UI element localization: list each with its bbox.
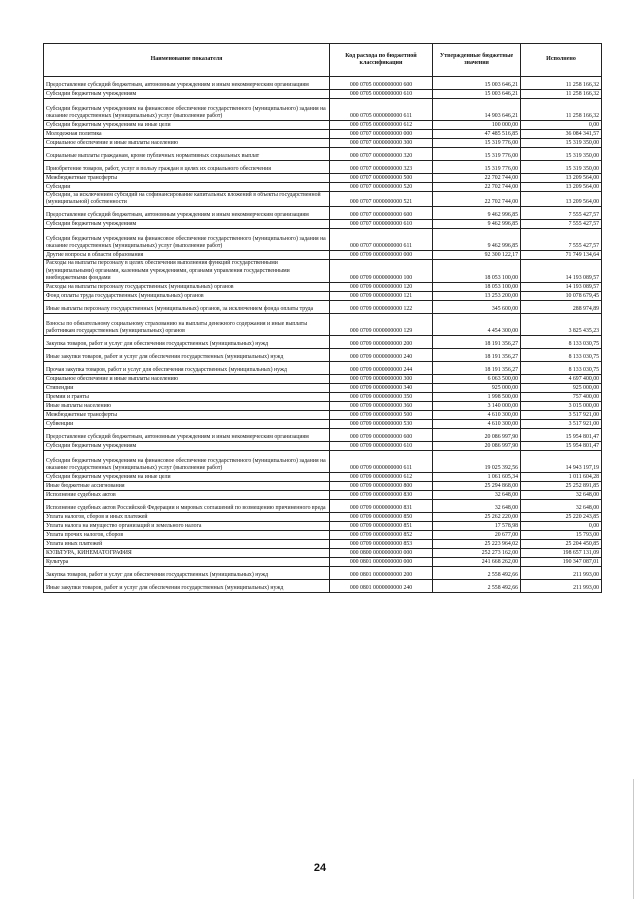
- row-approved: 2 558 492,66: [433, 580, 521, 593]
- table-row: [44, 301, 602, 314]
- row-approved: 1 061 605,34: [433, 473, 521, 482]
- row-approved: 17 578,98: [433, 522, 521, 531]
- row-executed: 10 078 679,45: [521, 292, 602, 301]
- row-approved: 18 053 100,00: [433, 283, 521, 292]
- table-row: [44, 429, 602, 442]
- row-name: Премии и гранты: [44, 393, 330, 402]
- row-name: Субсидии бюджетным учреждениям на финансовое обеспечение государственного (муниципального) задания на оказание государственных (муниципальных) услуг (выполнение работ): [44, 229, 330, 251]
- row-approved: 15 003 646,21: [433, 77, 521, 90]
- row-name: Субсидии бюджетным учреждениям на иные цели: [44, 121, 330, 130]
- row-code: 000 0709 0000000000 120: [330, 283, 433, 292]
- row-executed: 3 517 921,00: [521, 411, 602, 420]
- row-name: Закупка товаров, работ и услуг для обеспечения государственных (муниципальных) нужд: [44, 567, 330, 580]
- row-name: Субсидии бюджетным учреждениям: [44, 442, 330, 451]
- row-name: КУЛЬТУРА, КИНЕМАТОГРАФИЯ: [44, 549, 330, 558]
- table-row: [44, 540, 602, 549]
- row-executed: 71 749 134,64: [521, 251, 602, 260]
- row-approved: 25 262 220,00: [433, 513, 521, 522]
- row-name: Субсидии бюджетным учреждениям на финансовое обеспечение государственного (муниципального) задания на оказание государственных (муниципальных) услуг (выполнение работ): [44, 99, 330, 121]
- row-approved: 47 485 516,85: [433, 130, 521, 139]
- row-name: Культура: [44, 558, 330, 567]
- row-code: 000 0707 0000000000 521: [330, 192, 433, 207]
- table-row: [44, 77, 602, 90]
- table-row: [44, 260, 602, 283]
- row-approved: 241 668 262,00: [433, 558, 521, 567]
- row-code: 000 0709 0000000000 600: [330, 429, 433, 442]
- row-name: Другие вопросы в области образования: [44, 251, 330, 260]
- row-code: 000 0705 0000000000 610: [330, 90, 433, 99]
- row-code: 000 0709 0000000000 851: [330, 522, 433, 531]
- row-approved: 25 223 964,02: [433, 540, 521, 549]
- row-executed: 32 648,00: [521, 500, 602, 513]
- row-approved: 32 648,00: [433, 500, 521, 513]
- row-name: Уплата иных платежей: [44, 540, 330, 549]
- table-row: [44, 220, 602, 229]
- row-executed: 757 400,00: [521, 393, 602, 402]
- row-name: Расходы на выплаты персоналу в целях обеспечения выполнения функций государственными (муниципальными) органами, казенными учреждениями, органами управления государственными внебюджетными фондами: [44, 260, 330, 283]
- table-row: [44, 473, 602, 482]
- row-approved: 32 648,00: [433, 491, 521, 500]
- row-executed: 8 133 030,75: [521, 349, 602, 362]
- row-name: Фонд оплаты труда государственных (муниципальных) органов: [44, 292, 330, 301]
- row-code: 000 0709 0000000000 612: [330, 473, 433, 482]
- row-approved: 15 003 646,21: [433, 90, 521, 99]
- table-row: [44, 207, 602, 220]
- row-code: 000 0707 0000000000 611: [330, 229, 433, 251]
- row-code: 000 0707 0000000000 000: [330, 130, 433, 139]
- row-code: 000 0709 0000000000 610: [330, 442, 433, 451]
- header-approved-values: Утвержденные бюджетные значения: [433, 44, 521, 77]
- table-row: [44, 336, 602, 349]
- row-name: Прочая закупка товаров, работ и услуг для обеспечения государственных (муниципальных) нужд: [44, 362, 330, 375]
- row-approved: 18 191 356,27: [433, 349, 521, 362]
- row-executed: 3 015 000,00: [521, 402, 602, 411]
- row-executed: 15 954 801,47: [521, 429, 602, 442]
- row-code: 000 0709 0000000000 200: [330, 336, 433, 349]
- table-row: [44, 580, 602, 593]
- row-executed: 36 084 341,57: [521, 130, 602, 139]
- table-row: [44, 402, 602, 411]
- row-executed: 15 319 350,00: [521, 139, 602, 148]
- row-approved: 25 294 868,00: [433, 482, 521, 491]
- row-name: Субсидии бюджетным учреждениям на финансовое обеспечение государственного (муниципального) задания на оказание государственных (муниципальных) услуг (выполнение работ): [44, 451, 330, 473]
- row-approved: 14 903 646,21: [433, 99, 521, 121]
- row-executed: 11 258 166,32: [521, 90, 602, 99]
- row-approved: 13 253 200,00: [433, 292, 521, 301]
- row-approved: 18 191 356,27: [433, 336, 521, 349]
- table-row: [44, 384, 602, 393]
- row-executed: 0,00: [521, 121, 602, 130]
- row-code: 000 0709 0000000000 360: [330, 402, 433, 411]
- row-name: Исполнение судебных актов Российской Федерации и мировых соглашений по возмещению причиненного вреда: [44, 500, 330, 513]
- row-approved: 15 319 776,00: [433, 148, 521, 161]
- table-row: [44, 90, 602, 99]
- table-row: [44, 349, 602, 362]
- table-row: [44, 549, 602, 558]
- row-code: 000 0801 0000000000 240: [330, 580, 433, 593]
- row-name: Стипендии: [44, 384, 330, 393]
- row-executed: 4 697 400,00: [521, 375, 602, 384]
- row-code: 000 0709 0000000000 129: [330, 314, 433, 336]
- table-row: [44, 531, 602, 540]
- row-approved: 22 702 744,00: [433, 174, 521, 183]
- row-executed: 15 954 801,47: [521, 442, 602, 451]
- row-executed: 13 209 564,00: [521, 174, 602, 183]
- row-approved: 100 000,00: [433, 121, 521, 130]
- row-executed: 190 347 087,01: [521, 558, 602, 567]
- row-name: Взносы по обязательному социальному страхованию на выплаты денежного содержания и иные выплаты работникам государственных (муниципальных) органов: [44, 314, 330, 336]
- row-code: 000 0707 0000000000 323: [330, 161, 433, 174]
- row-approved: 20 086 997,90: [433, 442, 521, 451]
- row-approved: 19 025 392,56: [433, 451, 521, 473]
- row-name: Субсидии бюджетным учреждениям на иные цели: [44, 473, 330, 482]
- row-name: Предоставление субсидий бюджетным, автономным учреждениям и иным некоммерческим организациям: [44, 429, 330, 442]
- row-approved: 2 558 492,66: [433, 567, 521, 580]
- row-approved: 6 063 500,00: [433, 375, 521, 384]
- row-code: 000 0707 0000000000 500: [330, 174, 433, 183]
- table-row: [44, 292, 602, 301]
- row-approved: 345 600,00: [433, 301, 521, 314]
- row-name: Предоставление субсидий бюджетным, автономным учреждениям и иным некоммерческим организациям: [44, 207, 330, 220]
- row-executed: 8 133 030,75: [521, 336, 602, 349]
- row-name: Иные выплаты населению: [44, 402, 330, 411]
- row-code: 000 0707 0000000000 520: [330, 183, 433, 192]
- table-row: [44, 362, 602, 375]
- row-executed: 15 319 350,00: [521, 148, 602, 161]
- row-name: Субсидии: [44, 183, 330, 192]
- row-executed: 7 555 427,57: [521, 229, 602, 251]
- row-code: 000 0709 0000000000 850: [330, 513, 433, 522]
- row-code: 000 0709 0000000000 831: [330, 500, 433, 513]
- scan-edge-line: [633, 779, 634, 899]
- table-row: [44, 314, 602, 336]
- page-number: 24: [313, 862, 327, 874]
- row-approved: 92 300 122,17: [433, 251, 521, 260]
- table-row: [44, 139, 602, 148]
- table-row: [44, 121, 602, 130]
- row-code: 000 0709 0000000000 300: [330, 375, 433, 384]
- row-approved: 3 140 000,00: [433, 402, 521, 411]
- row-code: 000 0709 0000000000 530: [330, 420, 433, 429]
- row-name: Уплата прочих налогов, сборов: [44, 531, 330, 540]
- row-name: Иные закупки товаров, работ и услуг для обеспечения государственных (муниципальных) нужд: [44, 580, 330, 593]
- row-code: 000 0709 0000000000 350: [330, 393, 433, 402]
- table-header-row: [44, 44, 602, 77]
- row-code: 000 0709 0000000000 340: [330, 384, 433, 393]
- table-row: [44, 513, 602, 522]
- row-approved: 20 086 997,90: [433, 429, 521, 442]
- table-row: [44, 192, 602, 207]
- row-name: Иные выплаты персоналу государственных (муниципальных) органов, за исключением фонда оплаты труда: [44, 301, 330, 314]
- table-row: [44, 251, 602, 260]
- row-executed: 211 993,00: [521, 567, 602, 580]
- row-executed: 15 319 350,00: [521, 161, 602, 174]
- row-approved: 20 677,00: [433, 531, 521, 540]
- row-name: Социальное обеспечение и иные выплаты населению: [44, 375, 330, 384]
- row-code: 000 0709 0000000000 000: [330, 251, 433, 260]
- row-executed: 7 555 427,57: [521, 220, 602, 229]
- row-executed: 14 193 089,57: [521, 260, 602, 283]
- row-approved: 925 000,00: [433, 384, 521, 393]
- row-code: 000 0709 0000000000 500: [330, 411, 433, 420]
- row-code: 000 0705 0000000000 612: [330, 121, 433, 130]
- row-code: 000 0707 0000000000 300: [330, 139, 433, 148]
- row-executed: 198 657 131,09: [521, 549, 602, 558]
- table-row: [44, 283, 602, 292]
- table-row: [44, 375, 602, 384]
- row-name: Иные бюджетные ассигнования: [44, 482, 330, 491]
- row-code: 000 0705 0000000000 611: [330, 99, 433, 121]
- row-name: Уплата налогов, сборов и иных платежей: [44, 513, 330, 522]
- row-name: Предоставление субсидий бюджетным, автономным учреждениям и иным некоммерческим организациям: [44, 77, 330, 90]
- row-executed: 3 825 435,23: [521, 314, 602, 336]
- row-code: 000 0709 0000000000 100: [330, 260, 433, 283]
- table-row: [44, 558, 602, 567]
- row-approved: 18 191 356,27: [433, 362, 521, 375]
- row-executed: 25 204 450,85: [521, 540, 602, 549]
- row-approved: 4 454 300,00: [433, 314, 521, 336]
- row-executed: 11 258 166,32: [521, 77, 602, 90]
- row-executed: 1 011 604,28: [521, 473, 602, 482]
- row-code: 000 0707 0000000000 600: [330, 207, 433, 220]
- row-approved: 22 702 744,00: [433, 192, 521, 207]
- row-name: Субсидии бюджетным учреждениям: [44, 90, 330, 99]
- row-name: Закупка товаров, работ и услуг для обеспечения государственных (муниципальных) нужд: [44, 336, 330, 349]
- row-code: 000 0709 0000000000 244: [330, 362, 433, 375]
- row-code: 000 0801 0000000000 000: [330, 558, 433, 567]
- row-executed: 14 193 089,57: [521, 283, 602, 292]
- row-name: Уплата налога на имущество организаций и земельного налога: [44, 522, 330, 531]
- row-code: 000 0801 0000000000 200: [330, 567, 433, 580]
- row-name: Социальное обеспечение и иные выплаты населению: [44, 139, 330, 148]
- table-row: [44, 174, 602, 183]
- row-name: Расходы на выплаты персоналу государственных (муниципальных) органов: [44, 283, 330, 292]
- row-name: Иные закупки товаров, работ и услуг для обеспечения государственных (муниципальных) нужд: [44, 349, 330, 362]
- row-approved: 9 462 996,85: [433, 207, 521, 220]
- row-executed: 211 993,00: [521, 580, 602, 593]
- row-code: 000 0709 0000000000 121: [330, 292, 433, 301]
- row-name: Субсидии, за исключением субсидий на софинансирование капитальных вложений в объекты государственной (муниципальной) собственности: [44, 192, 330, 207]
- row-approved: 15 319 776,00: [433, 139, 521, 148]
- row-code: 000 0707 0000000000 320: [330, 148, 433, 161]
- table-row: [44, 183, 602, 192]
- row-approved: 9 462 996,85: [433, 220, 521, 229]
- row-approved: 18 053 100,00: [433, 260, 521, 283]
- table-row: [44, 451, 602, 473]
- row-name: Субсидии бюджетным учреждениям: [44, 220, 330, 229]
- table-row: [44, 442, 602, 451]
- row-executed: 25 220 243,85: [521, 513, 602, 522]
- header-executed: Исполнено: [521, 44, 602, 77]
- row-executed: 7 555 427,57: [521, 207, 602, 220]
- row-executed: 15 793,00: [521, 531, 602, 540]
- header-indicator-name: Наименование показателя: [44, 44, 330, 77]
- row-code: 000 0705 0000000000 600: [330, 77, 433, 90]
- row-code: 000 0709 0000000000 852: [330, 531, 433, 540]
- table-row: [44, 420, 602, 429]
- row-approved: 4 610 300,00: [433, 420, 521, 429]
- table-row: [44, 148, 602, 161]
- row-name: Исполнение судебных актов: [44, 491, 330, 500]
- row-executed: 925 000,00: [521, 384, 602, 393]
- row-code: 000 0709 0000000000 800: [330, 482, 433, 491]
- row-approved: 4 610 300,00: [433, 411, 521, 420]
- row-approved: 22 702 744,00: [433, 183, 521, 192]
- row-executed: 25 252 891,85: [521, 482, 602, 491]
- row-name: Субвенции: [44, 420, 330, 429]
- row-code: 000 0707 0000000000 610: [330, 220, 433, 229]
- row-executed: 13 209 564,00: [521, 183, 602, 192]
- table-row: [44, 482, 602, 491]
- table-row: [44, 411, 602, 420]
- row-name: Приобретение товаров, работ, услуг в пользу граждан в целях их социального обеспечения: [44, 161, 330, 174]
- table-row: [44, 522, 602, 531]
- table-row: [44, 130, 602, 139]
- row-code: 000 0709 0000000000 830: [330, 491, 433, 500]
- row-code: 000 0709 0000000000 122: [330, 301, 433, 314]
- table-row: [44, 491, 602, 500]
- row-name: Межбюджетные трансферты: [44, 411, 330, 420]
- row-approved: 252 273 162,00: [433, 549, 521, 558]
- row-name: Социальные выплаты гражданам, кроме публичных нормативных социальных выплат: [44, 148, 330, 161]
- row-executed: 11 258 166,32: [521, 99, 602, 121]
- table-row: [44, 229, 602, 251]
- row-name: Межбюджетные трансферты: [44, 174, 330, 183]
- table-row: [44, 161, 602, 174]
- table-body: [44, 77, 602, 593]
- row-executed: 3 517 921,00: [521, 420, 602, 429]
- row-code: 000 0709 0000000000 853: [330, 540, 433, 549]
- table-row: [44, 500, 602, 513]
- budget-execution-table: [43, 43, 602, 593]
- row-code: 000 0709 0000000000 611: [330, 451, 433, 473]
- row-approved: 1 998 500,00: [433, 393, 521, 402]
- row-code: 000 0800 0000000000 000: [330, 549, 433, 558]
- table-row: [44, 567, 602, 580]
- table-row: [44, 393, 602, 402]
- row-executed: 13 209 564,00: [521, 192, 602, 207]
- row-name: Молодежная политика: [44, 130, 330, 139]
- row-executed: 0,00: [521, 522, 602, 531]
- row-executed: 8 133 030,75: [521, 362, 602, 375]
- row-executed: 14 943 197,19: [521, 451, 602, 473]
- header-budget-code: Код расхода по бюджетной классификации: [330, 44, 433, 77]
- row-approved: 9 462 996,85: [433, 229, 521, 251]
- row-executed: 32 648,00: [521, 491, 602, 500]
- row-executed: 288 974,89: [521, 301, 602, 314]
- row-code: 000 0709 0000000000 240: [330, 349, 433, 362]
- table-row: [44, 99, 602, 121]
- row-approved: 15 319 776,00: [433, 161, 521, 174]
